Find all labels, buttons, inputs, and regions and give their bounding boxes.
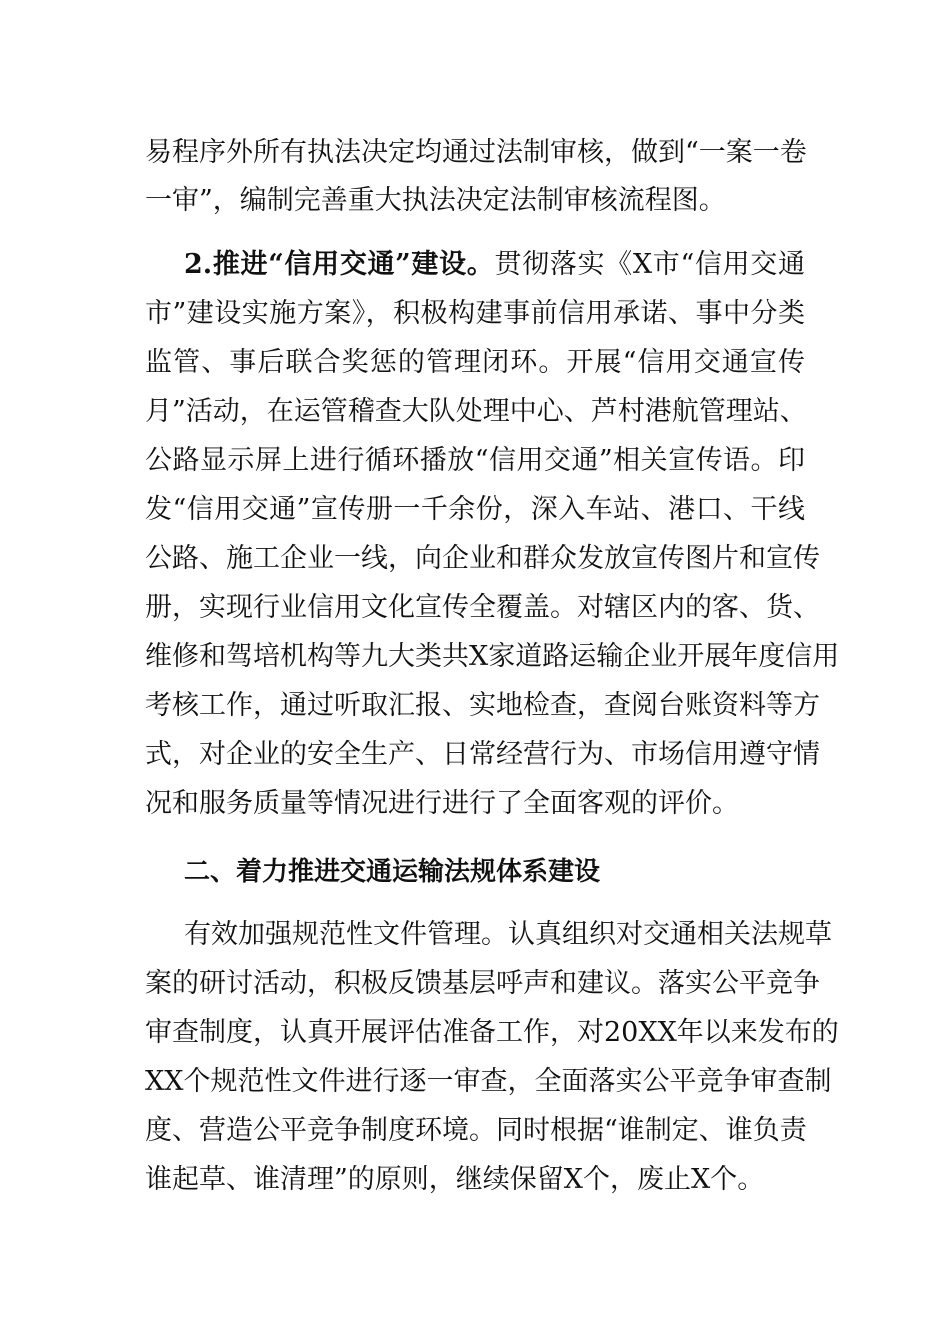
paragraph-line: 公路显示屏上进行循环播放“信用交通”相关宣传语。印 [145,445,805,476]
paragraph-line: 公路、施工企业一线，向企业和群众发放宣传图片和宣传 [145,543,820,574]
paragraph-line: 一审”，编制完善重大执法决定法制审核流程图。 [145,185,726,216]
paragraph-line: 有效加强规范性文件管理。认真组织对交通相关法规草 [184,919,832,950]
paragraph-line: 发“信用交通”宣传册一千余份，深入车站、港口、干线 [145,494,805,525]
paragraph-line: 监管、事后联合奖惩的管理闭环。开展“信用交通宣传 [145,347,805,378]
paragraph-line: 维修和驾培机构等九大类共X家道路运输企业开展年度信用 [145,641,840,672]
paragraph-line: 市”建设实施方案》，积极构建事前信用承诺、事中分类 [145,298,805,329]
paragraph-line: 册，实现行业信用文化宣传全覆盖。对辖区内的客、货、 [145,592,820,623]
paragraph-line: 月”活动，在运管稽查大队处理中心、芦村港航管理站、 [145,396,807,427]
paragraph-line [184,245,805,285]
subsection-title: 2.推进“信用交通”建设。 [184,249,495,280]
paragraph-line: 况和服务质量等情况进行进行了全面客观的评价。 [145,788,739,819]
paragraph-line: 考核工作，通过听取汇报、实地检查，查阅台账资料等方 [145,690,820,721]
paragraph-line: 易程序外所有执法决定均通过法制审核，做到“一案一卷 [145,137,807,168]
paragraph-line: 谁起草、谁清理”的原则，继续保留X个，废止X个。 [145,1164,765,1195]
paragraph-line: XX个规范性文件进行逐一审查，全面落实公平竞争审查制 [145,1066,832,1097]
paragraph-line: 审查制度，认真开展评估准备工作，对20XX年以来发布的 [145,1017,839,1048]
paragraph-line: 案的研讨活动，积极反馈基层呼声和建议。落实公平竞争 [145,968,820,999]
paragraph-line: 度、营造公平竞争制度环境。同时根据“谁制定、谁负责 [145,1115,807,1146]
paragraph-line: 式，对企业的安全生产、日常经营行为、市场信用遵守情 [145,739,820,770]
paragraph-text: 贯彻落实《X市“信用交通 [494,249,805,280]
section-heading: 二、着力推进交通运输法规体系建设 [184,857,601,887]
